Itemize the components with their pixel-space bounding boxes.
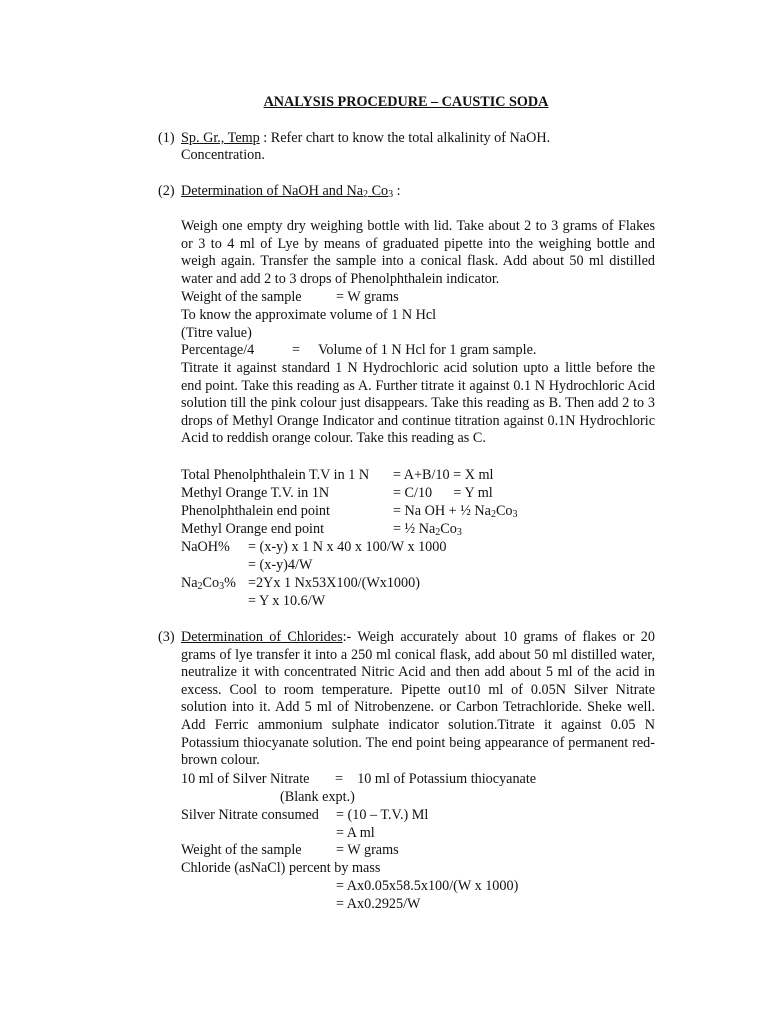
section-2-number: (2) <box>158 183 175 199</box>
s2-percentage-eq: = <box>292 342 301 358</box>
s3-silver-nitrate-value: = 10 ml of Potassium thiocyanate <box>335 771 537 787</box>
s2-percentage-label: Percentage/4 <box>181 342 255 358</box>
section-2-heading-line: Determination of NaOH and $Na_2$ $Co_3$ : <box>181 183 401 200</box>
page-title: ANALYSIS PROCEDURE – CAUSTIC SODA <box>263 94 549 110</box>
section-2-heading: Determination of NaOH and $Na_2$ $Co_3$ <box>181 183 394 200</box>
s2-weight-label: Weight of the sample <box>181 289 302 305</box>
section-3-heading: Determination of Chlorides <box>181 629 343 645</box>
s2-pheno-end-label: Phenolphthalein end point <box>181 503 330 519</box>
s2-naoh-value-1: = (x-y) x 1 N x 40 x 100/W x 1000 <box>248 539 447 555</box>
s2-naoh-label: NaOH% <box>181 539 230 555</box>
section-1-number: (1) <box>158 130 175 146</box>
s2-na2co3-value-2: = Y x 10.6/W <box>248 593 326 609</box>
s2-total-pheno-label: Total Phenolphthalein T.V in 1 N <box>181 467 370 483</box>
s2-methyl-orange-tv-value: = C/10 = Y ml <box>393 485 493 501</box>
s2-weight-value: = W grams <box>336 289 399 305</box>
section-2-paragraph-2: Titrate it against standard 1 N Hydrochloric acid solution upto a little before the end point. Take this reading as A. Further titrate it against 0.1 N Hydrochloric Acid solution till the pink colour just disappears. Take this reading as B. Then add 2 to 3 drops of Methyl Orange Indicator and continue titration against 0.1N Hydrochloric Acid to reddish orange colour. Take this reading as C. <box>181 360 655 447</box>
s2-na2co3-label: $Na_2Co_3\%$ <box>181 575 236 592</box>
s2-mo-end-label: Methyl Orange end point <box>181 521 325 537</box>
s2-titre-value: (Titre value) <box>181 325 252 341</box>
s2-percentage-value: Volume of 1 N Hcl for 1 gram sample. <box>318 342 537 358</box>
s3-chloride-value-1: = Ax0.05x58.5x100/(W x 1000) <box>336 878 519 894</box>
s2-total-pheno-value: = A+B/10 = X ml <box>393 467 494 483</box>
s3-weight-value: = W grams <box>336 842 399 858</box>
s3-blank-expt: (Blank expt.) <box>280 789 355 805</box>
s3-sn-consumed-value: = (10 – T.V.) Ml <box>336 807 429 823</box>
s2-pheno-end-value: = Na OH + ½ $Na_2Co_3$ <box>393 503 518 520</box>
s2-mo-end-value: = ½ $Na_2Co_3$ <box>393 521 462 538</box>
section-1-line-1 <box>181 130 550 148</box>
section-1-heading: Sp. Gr., Temp <box>181 130 260 146</box>
s3-chloride-label: Chloride (asNaCl) percent by mass <box>181 860 381 876</box>
s3-weight-label: Weight of the sample <box>181 842 302 858</box>
s3-silver-nitrate-label: 10 ml of Silver Nitrate <box>181 771 310 787</box>
s3-sn-consumed-value-2: = A ml <box>336 825 375 841</box>
s2-naoh-value-2: = (x-y)4/W <box>248 557 313 573</box>
section-3-number: (3) <box>158 629 175 645</box>
s2-methyl-orange-tv-label: Methyl Orange T.V. in 1N <box>181 485 330 501</box>
s3-sn-consumed-label: Silver Nitrate consumed <box>181 807 319 823</box>
section-2-paragraph-1: Weigh one empty dry weighing bottle with lid. Take about 2 to 3 grams of Flakes or 3 to 4 ml of Lye by means of graduated pipette into the weighing bottle and weigh again. Transfer the sample into a conical flask. Add about 50 ml distilled water and add 2 to 3 drops of Phenolphthalein indicator. <box>181 218 655 287</box>
s2-approx-volume: To know the approximate volume of 1 N Hcl <box>181 307 437 323</box>
section-1-line-2: Concentration. <box>181 147 265 163</box>
section-3-text: :- Weigh accurately about 10 grams of flakes or 20 grams of lye transfer it into a 250 ml conical flask, add about 50 ml distilled water, neutralize it with concentrated Nitric Acid and then add about 5 ml of the acid in excess. Cool to room temperature. Pipette out10 ml of 0.05N Silver Nitrate solution into it. Add 5 ml of Nitrobenzene. or Carbon Tetrachloride. Sheke well. Add Ferric ammonium sulphate indicator solution.Titrate it against 0.05 N Potassium thiocyanate solution. The end point being appearance of permanent red-brown colour. <box>181 629 655 769</box>
section-1-text: : Refer chart to know the total alkalinity of NaOH. <box>259 130 551 146</box>
s3-chloride-value-2: = Ax0.2925/W <box>336 896 421 912</box>
s2-na2co3-value-1: =2Yx 1 Nx53X100/(Wx1000) <box>248 575 420 591</box>
section-3-paragraph <box>181 629 655 770</box>
